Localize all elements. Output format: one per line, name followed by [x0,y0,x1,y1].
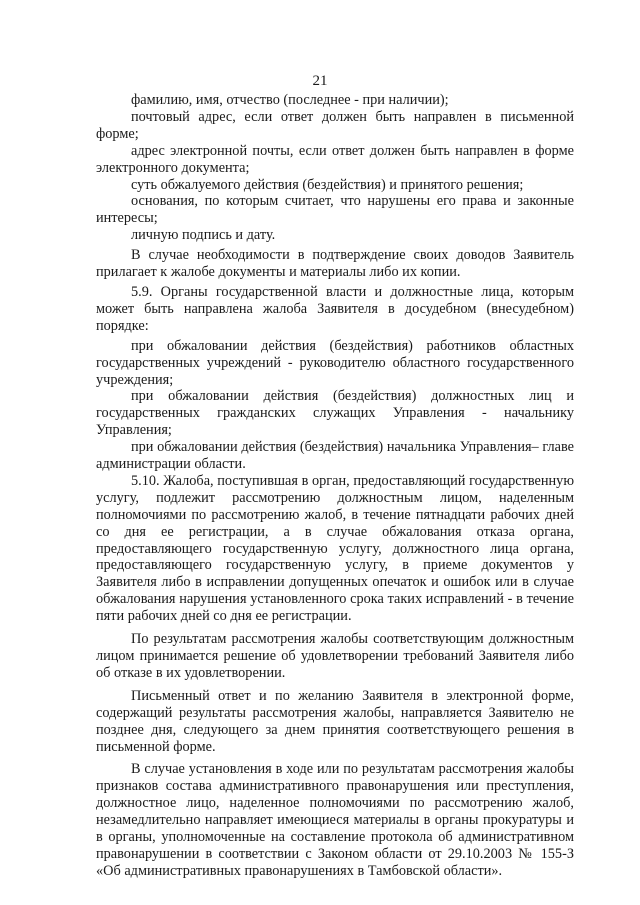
page-number: 21 [312,73,328,89]
paragraph-section-5-10: 5.10. Жалоба, поступившая в орган, предоставляющий государственную услугу, подлежит рассмотрению должностным лицом, наделенным полномочиями по рассмотрению жалоб, в течение пятнадцати рабочих дней со дня ее регистрации, а в случае обжалования отказа органа, предоставляющего государственную услугу, должностного лица органа, предоставляющего государственную услугу, в приеме документов у Заявителя либо в исправлении допущенных опечаток и ошибок или в случае обжалования нарушения установленного срока таких исправлений - в течение пяти рабочих дней со дня ее регистрации. [96,472,574,625]
paragraph-administrative-violation: В случае установления в ходе или по результатам рассмотрения жалобы признаков состава административного правонарушения или преступления, должностное лицо, наделенное полномочиями по рассмотрению жалоб, незамедлительно направляет имеющиеся материалы в органы прокуратуры и в органы, уполномоченные на составление протокола об административном правонарушении в соответствии с Законом области от 29.10.2003 № 155-З «Об административных правонарушениях в Тамбовской области». [96,761,574,879]
list-item-full-name: фамилию, имя, отчество (последнее - при наличии); [131,92,449,108]
list-item-email-address: адрес электронной почты, если ответ должен быть направлен в форме электронного документа; [96,142,574,176]
list-item-head-of-department: при обжаловании действия (бездействия) начальника Управления– главе администрации области. [96,439,574,473]
paragraph-section-5-9: 5.9. Органы государственной власти и должностные лица, которым может быть направлена жалоба Заявителя в досудебном (внесудебном) порядке: [96,283,574,334]
list-item-postal-address: почтовый адрес, если ответ должен быть направлен в письменной форме; [96,108,574,142]
list-item-essence-of-action: суть обжалуемого действия (бездействия) и принятого решения; [131,176,524,193]
list-item-grounds: основания, по которым считает, что нарушены его права и законные интересы; [96,193,574,227]
paragraph-supporting-documents: В случае необходимости в подтверждение своих доводов Заявитель прилагает к жалобе документы и материалы либо их копии. [96,247,574,281]
list-item-officials: при обжаловании действия (бездействия) должностных лиц и государственных гражданских служащих Управления - начальнику Управления; [96,388,574,439]
document-body [96,92,574,880]
list-item-signature-date: личную подпись и дату. [131,227,276,244]
paragraph-written-answer: Письменный ответ и по желанию Заявителя в электронной форме, содержащий результаты рассмотрения жалобы, направляется Заявителю не позднее дня, следующего за днем принятия соответствующего решения в письменной форме. [96,687,574,755]
paragraph-decision: По результатам рассмотрения жалобы соответствующим должностным лицом принимается решение об удовлетворении требований Заявителя либо об отказе в их удовлетворении. [96,631,574,681]
list-item-institution-workers: при обжаловании действия (бездействия) работников областных государственных учреждений - руководителю областного государственного учреждения; [96,337,574,388]
